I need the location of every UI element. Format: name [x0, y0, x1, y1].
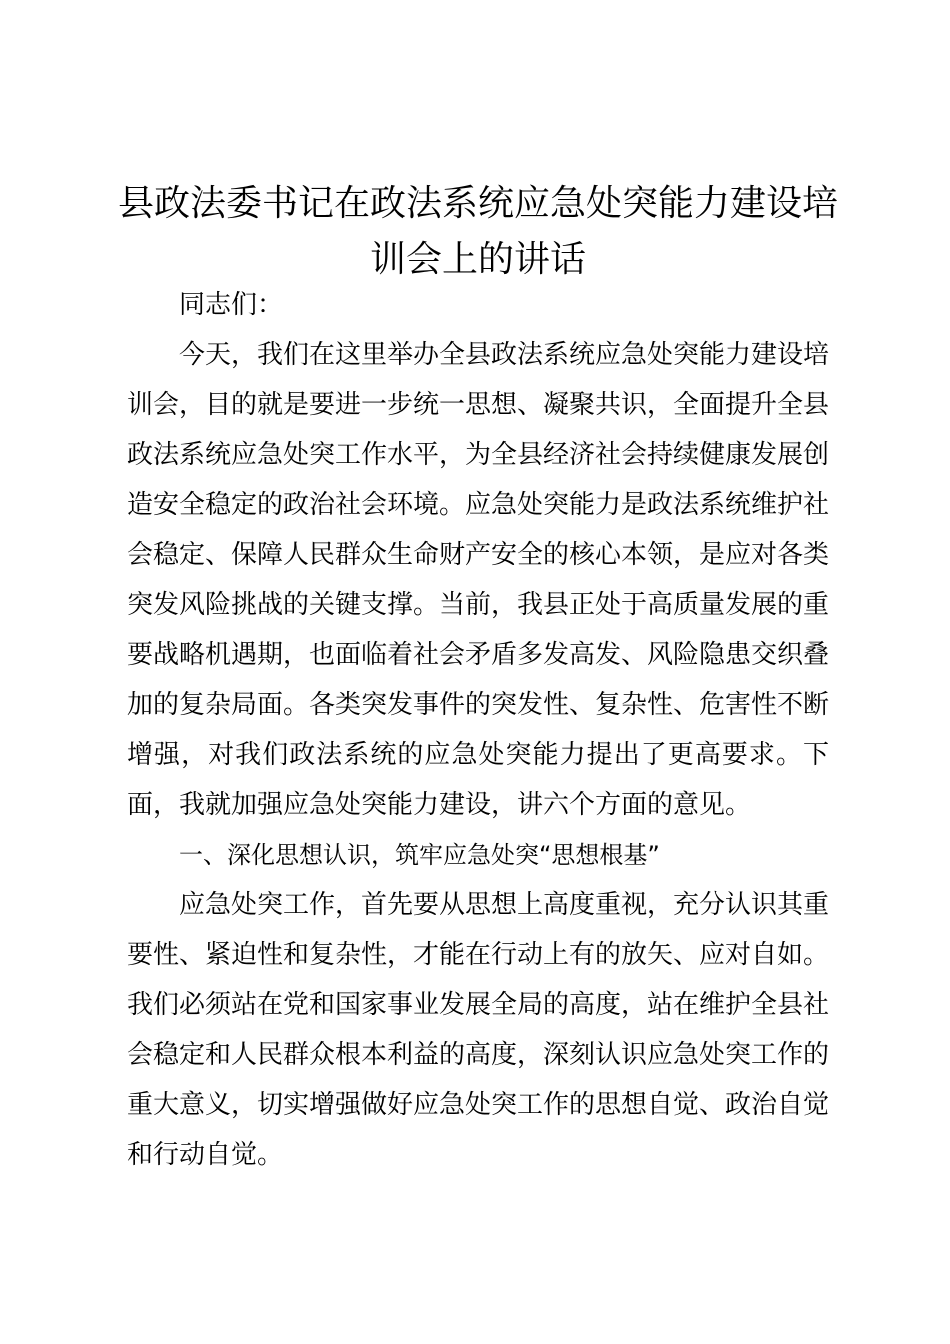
document-title: 县政法委书记在政法系统应急处突能力建设培训会上的讲话: [118, 183, 839, 280]
section-heading: 一、深化思想认识，筑牢应急处突“思想根基”: [179, 841, 660, 869]
intro-paragraph: 今天，我们在这里举办全县政法系统应急处突能力建设培训会，目的就是要进一步统一思想、凝聚共识，全面提升全县政法系统应急处突工作水平，为全县经济社会持续健康发展创造安全稳定的政治社会环境。应急处突能力是政法系统维护社会稳定、保障人民群众生命财产安全的核心本领，是应对各类突发风险挑战的关键支撑。当前，我县正处于高质量发展的重要战略机遇期，也面临着社会矛盾多发高发、风险隐患交织叠加的复杂局面。各类突发事件的突发性、复杂性、危害性不断增强，对我们政法系统的应急处突能力提出了更高要求。下面，我就加强应急处突能力建设，讲六个方面的意见。: [127, 340, 830, 820]
document-body: [127, 280, 829, 1180]
section-paragraph: 应急处突工作，首先要从思想上高度重视，充分认识其重要性、紧迫性和复杂性，才能在行动上有的放矢、应对自如。我们必须站在党和国家事业发展全局的高度，站在维护全县社会稳定和人民群众根本利益的高度，深刻认识应急处突工作的重大意义，切实增强做好应急处突工作的思想自觉、政治自觉和行动自觉。: [127, 890, 830, 1170]
salutation: 同志们：: [179, 290, 284, 320]
